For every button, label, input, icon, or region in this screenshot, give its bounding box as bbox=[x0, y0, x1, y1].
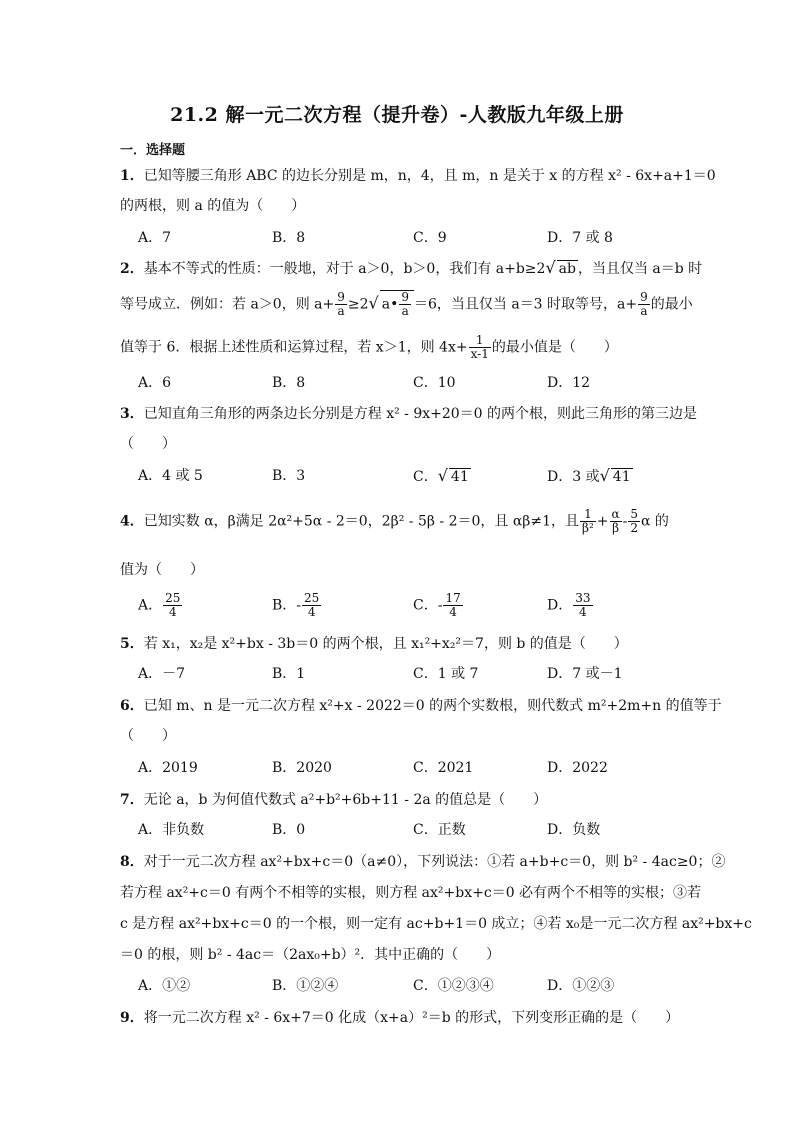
q2-option-d: D．12 bbox=[547, 375, 591, 391]
q3-option-d: D．3 或√ 41 bbox=[547, 466, 631, 485]
q9-number: 9． bbox=[120, 1010, 144, 1026]
q3-number: 3． bbox=[120, 406, 144, 422]
q5-option-a: A．－7 bbox=[138, 666, 186, 682]
q6-text-1: 已知 m、n 是一元二次方程 x²+x - 2022＝0 的两个实数根，则代数式 m²+2m+n 的值等于 bbox=[143, 698, 722, 714]
q6-text-2: （ ） bbox=[120, 728, 176, 744]
q2-line2 bbox=[120, 290, 693, 318]
q1-line1 bbox=[120, 166, 716, 186]
q6-option-b: B．2020 bbox=[272, 760, 332, 776]
q4-text-1a: 已知实数 α，β满足 2α²+5α - 2＝0，2β² - 5β - 2＝0，且 αβ≠1，且 bbox=[143, 513, 580, 530]
q2-fraction-2: $\frac{9}{a}$ bbox=[640, 290, 648, 318]
sqrt-symbol: √ bbox=[368, 293, 379, 313]
q2-text-2d: 的最小 bbox=[650, 296, 693, 313]
q4-option-d: D． $\frac{33}{4}$ bbox=[547, 591, 591, 619]
q2-text-2a: 等号成立．例如：若 a＞0，则 a+ bbox=[120, 296, 335, 313]
q2-option-a: A．6 bbox=[138, 375, 172, 391]
q2-text-1b: ，当且仅当 a＝b 时 bbox=[577, 261, 703, 277]
q7-number: 7． bbox=[120, 792, 144, 808]
q5-option-b: B．1 bbox=[272, 666, 306, 682]
q4-text-2: 值为（ ） bbox=[120, 562, 204, 578]
q8-number: 8． bbox=[120, 854, 144, 870]
q4-number: 4． bbox=[120, 513, 144, 530]
q4-fraction-1: $\frac{1}{\text{β²}}$ bbox=[582, 507, 594, 535]
q8-option-b: B．①②④ bbox=[272, 978, 339, 994]
q5-option-c: C．1 或 7 bbox=[413, 666, 479, 682]
q4-option-b: B．- $\frac{25}{4}$ bbox=[272, 591, 320, 619]
q1-text-2: 的两根，则 a 的值为（ ） bbox=[120, 198, 306, 214]
q8-line1 bbox=[120, 852, 726, 872]
q2-line3 bbox=[120, 334, 680, 361]
q2-text-2c: ＝6，当且仅当 a＝3 时取等号，a+ bbox=[413, 296, 638, 313]
q8-text-4: ＝0 的根，则 b² - 4ac＝（2ax₀+b）²．其中正确的（ ） bbox=[120, 947, 501, 963]
q4-option-a: A． $\frac{25}{4}$ bbox=[138, 591, 181, 619]
q3-option-b: B．3 bbox=[272, 468, 306, 484]
q7-line1 bbox=[120, 790, 680, 810]
q1-text-1: 已知等腰三角形 ABC 的边长分别是 m，n，4，且 m，n 是关于 x 的方程 x² - 6x+a+1＝0 bbox=[143, 168, 716, 184]
q8-text-2: 若方程 ax²+c＝0 有两个不相等的实根，则方程 ax²+bx+c＝0 必有两个不相等的实根；③若 bbox=[120, 885, 702, 901]
q9-text-1: 将一元二次方程 x² - 6x+7＝0 化成（x+a）²＝b 的形式，下列变形正确的是（ ） bbox=[143, 1010, 680, 1026]
q6-option-d: D．2022 bbox=[547, 760, 608, 776]
q2-number: 2． bbox=[120, 261, 144, 277]
sqrt-symbol: √ bbox=[545, 258, 556, 277]
q5-option-d: D．7 或－1 bbox=[547, 666, 623, 682]
q7-option-c: C．正数 bbox=[413, 822, 466, 838]
page-title: 21.2 解一元二次方程（提升卷）-人教版九年级上册 bbox=[170, 104, 624, 126]
q3-option-a: A．4 或 5 bbox=[138, 468, 203, 484]
q4-option-c: C．- $\frac{17}{4}$ bbox=[413, 591, 461, 619]
q8-option-a: A．①② bbox=[138, 978, 191, 994]
q5-number: 5． bbox=[120, 636, 144, 652]
q5-line1 bbox=[120, 634, 680, 654]
q1-option-a: A．7 bbox=[138, 230, 172, 246]
q6-option-a: A．2019 bbox=[138, 760, 198, 776]
q6-option-c: C．2021 bbox=[413, 760, 474, 776]
q7-text-1: 无论 a，b 为何值代数式 a²+b²+6b+11 - 2a 的值总是（ ） bbox=[143, 792, 548, 808]
q4-fraction-3: $\frac{5}{2}$ bbox=[630, 507, 639, 535]
q2-radicand-2: a• $\frac{9}{a}$ bbox=[380, 290, 414, 318]
q6-line1 bbox=[120, 696, 722, 716]
q2-fraction-3: $\frac{1}{x-1}$ bbox=[470, 333, 489, 361]
q4-text-1b: α 的 bbox=[641, 513, 669, 530]
q2-text-3a: 值等于 6．根据上述性质和运算过程，若 x＞1，则 4x+ bbox=[120, 339, 468, 356]
q7-option-b: B．0 bbox=[272, 822, 306, 838]
q1-option-b: B．8 bbox=[272, 230, 306, 246]
q3-text-2: （ ） bbox=[120, 436, 176, 452]
q2-option-b: B．8 bbox=[272, 375, 306, 391]
q8-option-d: D．①②③ bbox=[547, 978, 615, 994]
q7-option-a: A．非负数 bbox=[138, 822, 205, 838]
q2-radicand-1: ab bbox=[558, 261, 576, 277]
q2-option-c: C．10 bbox=[413, 375, 456, 391]
q3-text-1: 已知直角三角形的两条边长分别是方程 x² - 9x+20＝0 的两个根，则此三角形的第三边是 bbox=[143, 406, 698, 422]
q8-text-3: c 是方程 ax²+bx+c＝0 的一个根，则一定有 ac+b+1＝0 成立；④若 x₀是一元二次方程 ax²+bx+c bbox=[120, 916, 752, 932]
q2-text-2b: ≥2 bbox=[347, 296, 369, 313]
q3-option-c: C．√ 41 bbox=[413, 466, 469, 485]
section-heading: 一．选择题 bbox=[120, 143, 186, 158]
q2-fraction-1: $\frac{9}{a}$ bbox=[337, 290, 345, 318]
q9-line1 bbox=[120, 1008, 680, 1028]
q8-option-c: C．①②③④ bbox=[413, 978, 494, 994]
q6-number: 6． bbox=[120, 698, 144, 714]
q8-text-1: 对于一元二次方程 ax²+bx+c＝0（a≠0），下列说法：①若 a+b+c＝0，则 b² - 4ac≥0；② bbox=[143, 854, 726, 870]
q2-text-3b: 的最小值是（ ） bbox=[491, 339, 618, 356]
q4-fraction-2: $\frac{\alpha}{\beta}$ bbox=[611, 507, 620, 535]
q1-option-d: D．7 或 8 bbox=[547, 230, 613, 246]
q1-number: 1． bbox=[120, 168, 144, 184]
q3-line1 bbox=[120, 404, 698, 424]
q7-option-d: D．负数 bbox=[547, 822, 601, 838]
q2-line1 bbox=[120, 258, 703, 279]
q5-text-1: 若 x₁，x₂是 x²+bx - 3b＝0 的两个根，且 x₁²+x₂²＝7，则 b 的值是（ ） bbox=[143, 636, 628, 652]
q2-text-1a: 基本不等式的性质：一般地，对于 a＞0，b＞0，我们有 a+b≥2 bbox=[143, 261, 546, 277]
q4-line1: 4．已知实数 α，β满足 2α²+5α - 2＝0，2β² - 5β - 2＝0，且 αβ≠1，且 $\frac{1}{\text{β²}}$ + $\frac{\alpha}{\beta}$ - $\frac{5}{2}$ α 的 bbox=[120, 507, 669, 535]
q1-option-c: C．9 bbox=[413, 230, 447, 246]
